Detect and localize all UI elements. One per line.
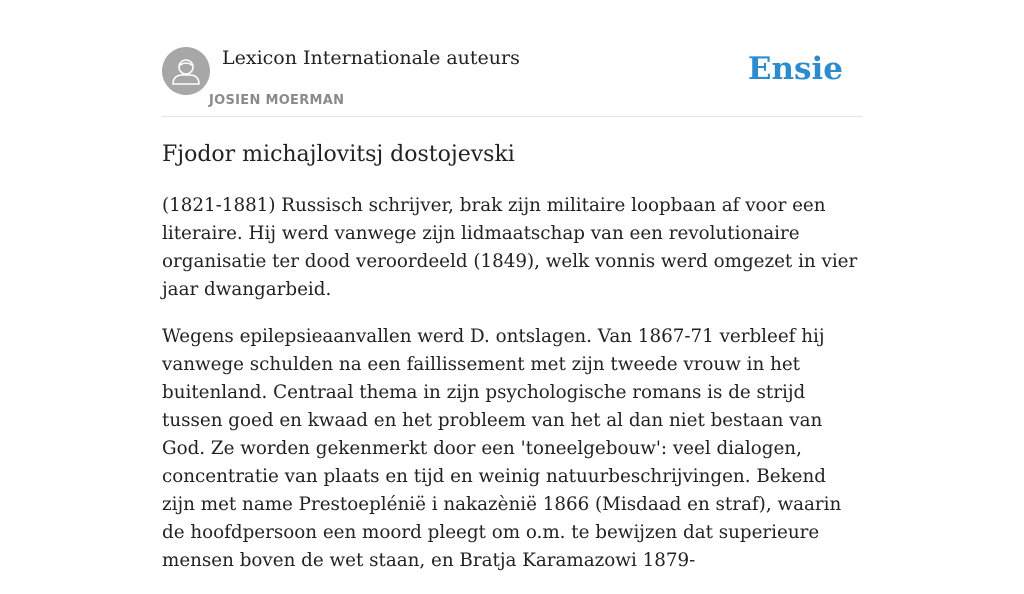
author-name[interactable]: JOSIEN MOERMAN — [209, 93, 345, 108]
paragraph: (1821-1881) Russisch schrijver, brak zijn militaire loopbaan af voor een literaire. Hij werd vanwege zijn lidmaatschap van een revolutionaire organisatie ter dood veroordeeld (1849), welk vonnis werd omgezet in vier jaar dwangarbeid. — [162, 195, 858, 300]
ensie-logo[interactable]: Ensie — [747, 51, 843, 87]
article-body — [162, 192, 862, 594]
avatar[interactable] — [162, 47, 210, 95]
source-title[interactable]: Lexicon Internationale auteurs — [222, 47, 520, 69]
article-title: Fjodor michajlovitsj dostojevski — [162, 142, 515, 167]
header — [162, 47, 862, 117]
paragraph: Wegens epilepsieaanvallen werd D. ontslagen. Van 1867-71 verbleef hij vanwege schulden na een faillissement met zijn tweede vrouw in het buitenland. Centraal thema in zijn psychologische romans is de strijd tussen goed en kwaad en het probleem van het al dan niet bestaan van God. Ze worden gekenmerkt door een 'toneelgebouw': veel dialogen, concentratie van plaats en tijd en weinig natuurbeschrijvingen. Bekend zijn met name Prestoeplénië i nakazènië 1866 (Misdaad en straf), waarin de hoofdpersoon een moord pleegt om o.m. te bewijzen dat superieure mensen boven de wet staan, en Bratja Karamazowi 1879- — [162, 326, 842, 571]
user-placeholder-icon — [162, 47, 210, 95]
